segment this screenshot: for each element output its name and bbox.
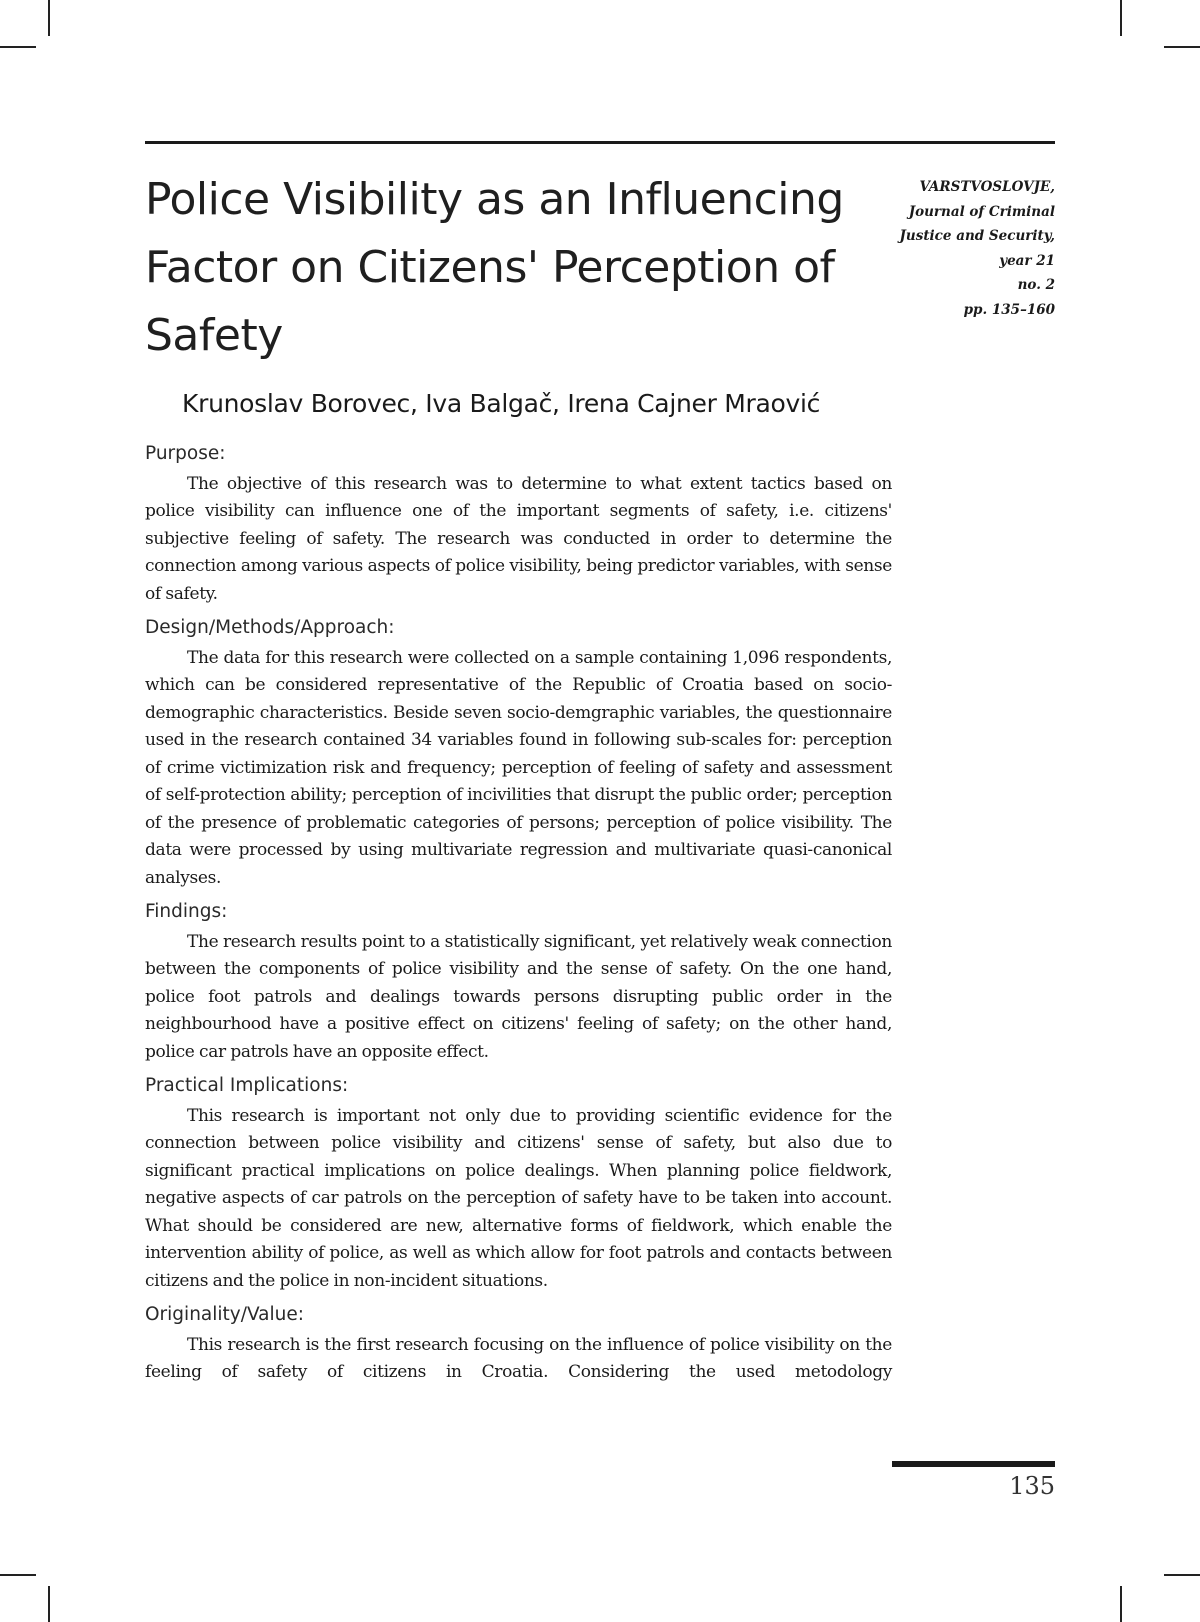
crop-mark (48, 1586, 50, 1622)
section-text-findings: The research results point to a statistically significant, yet relatively weak connection between the components of police visibility and the sense of safety. On the one hand, police foot patrols and dealings towards persons disrupting public order in the neighbourhood have a positive effect on citizens' feeling of safety; on the other hand, police car patrols have an opposite effect. (145, 931, 892, 1062)
journal-name: VARSTVOSLOVJE, (919, 179, 1055, 195)
journal-subtitle-2: Justice and Security, (899, 228, 1055, 244)
crop-mark (1120, 1586, 1122, 1622)
footer-rule (892, 1461, 1055, 1467)
crop-mark (0, 1574, 36, 1576)
section-heading-findings: Findings: (145, 901, 228, 922)
article-title: Police Visibility as an Influencing Factor on Citizens' Perception of Safety (145, 174, 844, 361)
journal-subtitle-1: Journal of Criminal (908, 203, 1055, 220)
journal-year: year 21 (999, 252, 1055, 269)
header-rule (145, 141, 1055, 144)
section-text-design: The data for this research were collected on a sample containing 1,096 respondents, which can be considered representative of the Republic of Croatia based on socio-demographic characteristics. Beside seven socio-demgraphic variables, the questionnaire used in the research contained 34 variables found in following sub-scales for: perception of crime victimization risk and frequency; perception of feeling of safety and assessment of self-protection ability; perception of incivilities that disrupt the public order; perception of the presence of problematic categories of persons; perception of police visibility. The data were processed by using multivariate regression and multivariate quasi-canonical analyses. (145, 647, 892, 888)
crop-mark (0, 46, 36, 48)
author-list: Krunoslav Borovec, Iva Balgač, Irena Cajner Mraović (182, 389, 821, 418)
section-text-implications: This research is important not only due to providing scientific evidence for the connection between police visibility and citizens' sense of safety, but also due to significant practical implications on police dealings. When planning police fieldwork, negative aspects of car patrols on the perception of safety have to be taken into account. What should be considered are new, alternative forms of fieldwork, which enable the intervention ability of police, as well as which allow for foot patrols and contacts between citizens and the police in non-incident situations. (145, 1105, 892, 1291)
structured-abstract (145, 440, 892, 1393)
crop-mark (48, 0, 50, 36)
section-heading-design: Design/Methods/Approach: (145, 617, 395, 638)
crop-mark (1164, 46, 1200, 48)
page-number: 135 (1009, 1472, 1055, 1500)
journal-issue: no. 2 (1017, 277, 1055, 293)
crop-mark (1120, 0, 1122, 36)
journal-pages: pp. 135–160 (963, 301, 1055, 318)
section-text-purpose: The objective of this research was to determine to what extent tactics based on police visibility can influence one of the important segments of safety, i.e. citizens' subjective feeling of safety. The research was conducted in order to determine the connection among various aspects of police visibility, being predictor variables, with sense of safety. (145, 473, 892, 604)
section-heading-originality: Originality/Value: (145, 1304, 305, 1325)
section-heading-purpose: Purpose: (145, 443, 226, 464)
section-heading-implications: Practical Implications: (145, 1075, 349, 1096)
crop-mark (1164, 1574, 1200, 1576)
journal-info (885, 175, 1055, 322)
section-text-originality: This research is the first research focusing on the influence of police visibility on the feeling of safety of citizens in Croatia. Considering the used metodology (145, 1334, 892, 1382)
